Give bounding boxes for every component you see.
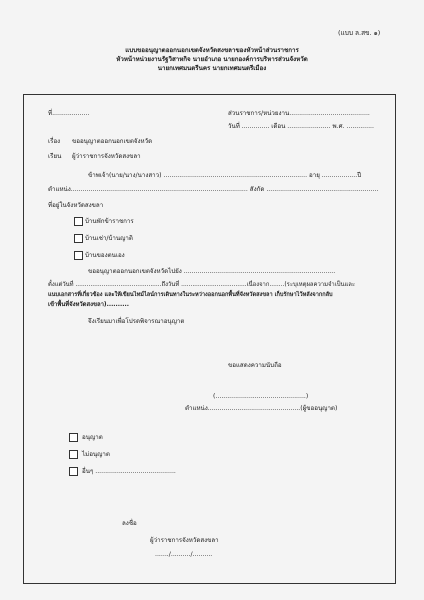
subject-label: เรื่อง xyxy=(48,138,61,145)
date-field[interactable]: วันที่ .............. เดือน ...................... พ.ศ. .............. xyxy=(228,123,374,130)
form-border xyxy=(23,94,396,584)
agency-field[interactable]: ส่วนราชการ/หน่วยงาน......................................... xyxy=(228,110,370,117)
approver-title: ผู้ว่าราชการจังหวัดสงขลา xyxy=(150,537,219,544)
residence-label: ที่อยู่ในจังหวัดสงขลา xyxy=(48,202,104,209)
travel-dates-field[interactable]: ตั้งแต่วันที่ ..............................................ถึงวันที่ ...................................เนื่องจาก........(ระบุเหตุผลความจำเป็นและ xyxy=(48,282,356,288)
residence-checkbox-1[interactable] xyxy=(74,217,83,226)
destination-field[interactable]: ขออนุญาตออกนอกเขตจังหวัดไปยัง ............................................................................. xyxy=(88,268,336,275)
position-affiliation-field[interactable]: ตำแหน่ง.......................................................................................... สังกัด ......................................................... xyxy=(48,186,379,193)
header-line-3: นายกเทศมนตรีนคร นายกเทศมนตรีเมือง xyxy=(157,65,267,72)
regards-text: ขอแสดงความนับถือ xyxy=(228,362,282,369)
approver-sign-label: ลงชื่อ xyxy=(122,520,137,527)
approve-label: อนุญาต xyxy=(82,434,103,441)
deny-label: ไม่อนุญาต xyxy=(82,451,110,458)
residence-option-3: บ้านของตนเอง xyxy=(85,252,125,259)
requester-name-field[interactable]: (..............................................) xyxy=(213,393,309,400)
form-code: (แบบ ล.สข. ๑) xyxy=(338,29,381,37)
residence-option-1: บ้านพักข้าราชการ xyxy=(85,218,134,225)
header-line-1: แบบขออนุญาตออกนอกเขตจังหวัดสงขลาของหัวหน้าส่วนราชการ xyxy=(125,47,299,54)
closing-text: จึงเรียนมาเพื่อโปรดพิจารณาอนุญาต xyxy=(88,318,185,325)
other-label: อื่นๆ ......................................... xyxy=(82,468,176,475)
residence-checkbox-2[interactable] xyxy=(74,234,83,243)
requester-position-field[interactable]: ตำแหน่ง...............................................(ผู้ขออนุญาต) xyxy=(185,405,338,412)
residence-checkbox-3[interactable] xyxy=(74,251,83,260)
to-value: ผู้ว่าราชการจังหวัดสงขลา xyxy=(72,153,141,160)
other-checkbox[interactable] xyxy=(69,467,78,476)
header-line-2: หัวหน้าหน่วยงานรัฐวิสาหกิจ นายอำเภอ นายกองค์การบริหารส่วนจังหวัด xyxy=(116,56,308,63)
to-label: เรียน xyxy=(48,153,62,160)
name-age-field[interactable]: ข้าพเจ้า(นาย/นาง/นางสาว) ......................................................................... อายุ ..................ปี xyxy=(88,172,362,179)
residence-option-2: บ้านเช่า/บ้านญาติ xyxy=(85,235,133,242)
ref-number-field[interactable]: ที่................... xyxy=(48,110,90,117)
approver-date-field[interactable]: ......./........../.......... xyxy=(155,551,213,558)
subject-value: ขออนุญาตออกนอกเขตจังหวัด xyxy=(72,138,153,145)
reason-note-line: แนบเอกสารที่เกี่ยวข้อง และให้เขียนไทม์ไลน์การเดินทางในระหว่างออกนอกพื้นที่จังหวัดสงขลา เก็บรักษาไว้หลังจากกลับ xyxy=(48,292,333,298)
approve-checkbox[interactable] xyxy=(69,433,78,442)
deny-checkbox[interactable] xyxy=(69,450,78,459)
reason-note-end: เข้าพื้นที่จังหวัดสงขลา).......... xyxy=(48,302,129,308)
